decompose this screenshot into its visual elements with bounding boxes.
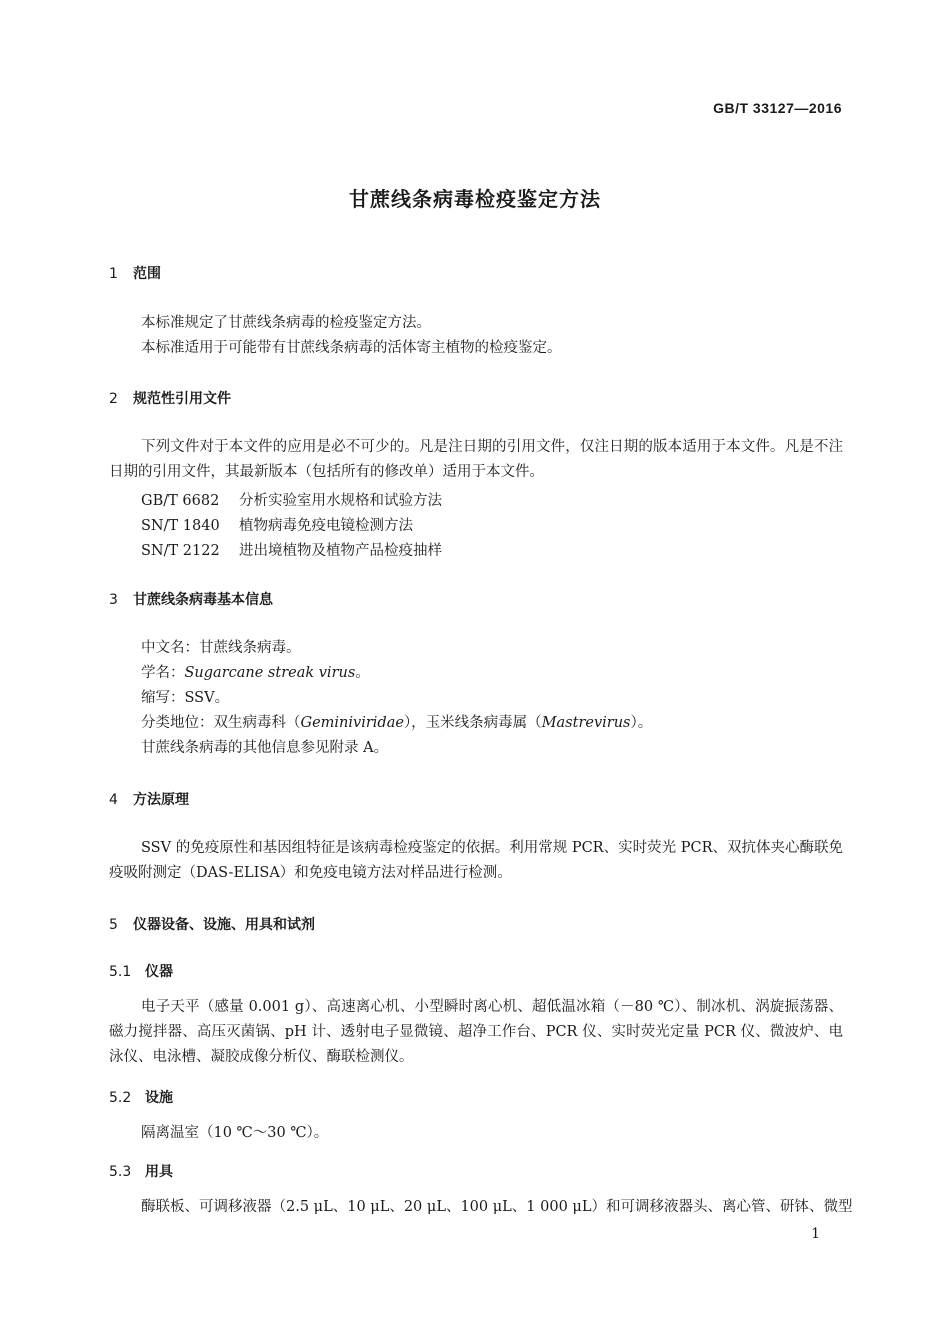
section-1-para-1: 本标准规定了甘蔗线条病毒的检疫鉴定方法。 xyxy=(141,315,431,331)
section-1-para-2: 本标准适用于可能带有甘蔗线条病毒的活体寄主植物的检疫鉴定。 xyxy=(141,340,562,356)
section-5-2-text: 隔离温室（10 ℃～30 ℃）。 xyxy=(141,1125,329,1141)
section-5-3-heading: 5.3 用具 xyxy=(109,1164,173,1180)
reference-item: SN/T 1840 植物病毒免疫电镜检测方法 xyxy=(141,518,413,534)
other-info: 甘蔗线条病毒的其他信息参见附录 A。 xyxy=(141,740,389,756)
section-5-1-heading: 5.1 仪器 xyxy=(109,964,173,980)
section-5-2-heading: 5.2 设施 xyxy=(109,1090,173,1106)
section-4-text: SSV 的免疫原性和基因组特征是该病毒检疫鉴定的依据。利用常规 PCR、实时荧光 PCR、双抗体夹心酶联免疫吸附测定（DAS-ELISA）和免疫电镜方法对样品进行检测。 xyxy=(109,840,843,881)
abbreviation: 缩写：SSV。 xyxy=(141,690,230,706)
section-4-heading: 4 方法原理 xyxy=(109,792,189,808)
document-title: 甘蔗线条病毒检疫鉴定方法 xyxy=(349,187,601,211)
reference-item: GB/T 6682 分析实验室用水规格和试验方法 xyxy=(141,493,442,509)
section-5-3-text: 酶联板、可调移液器（2.5 μL、10 μL、20 μL、100 μL、1 000 μL）和可调移液器头、离心管、研钵、微型 xyxy=(141,1199,853,1215)
taxonomy: 分类地位：双生病毒科（Geminiviridae），玉米线条病毒属（Mastrevirus）。 xyxy=(141,715,653,731)
section-5-heading: 5 仪器设备、设施、用具和试剂 xyxy=(109,917,315,933)
section-5-1-text: 电子天平（感量 0.001 g）、高速离心机、小型瞬时离心机、超低温冰箱（－80 ℃）、制冰机、涡旋振荡器、磁力搅拌器、高压灭菌锅、pH 计、透射电子显微镜、超净工作台、PCR 仪、实时荧光定量 PCR 仪、微波炉、电泳仪、电泳槽、凝胶成像分析仪、酶联检测仪。 xyxy=(109,999,843,1065)
section-2-heading: 2 规范性引用文件 xyxy=(109,391,231,407)
page-number: 1 xyxy=(811,1226,820,1242)
section-2-intro: 下列文件对于本文件的应用是必不可少的。凡是注日期的引用文件，仅注日期的版本适用于本文件。凡是不注日期的引用文件，其最新版本（包括所有的修改单）适用于本文件。 xyxy=(109,439,843,480)
section-1-heading: 1 范围 xyxy=(109,266,161,282)
chinese-name: 中文名：甘蔗线条病毒。 xyxy=(141,640,301,656)
scientific-name: 学名：Sugarcane streak virus。 xyxy=(141,665,370,681)
section-3-heading: 3 甘蔗线条病毒基本信息 xyxy=(109,592,273,608)
reference-item: SN/T 2122 进出境植物及植物产品检疫抽样 xyxy=(141,543,442,559)
standard-code: GB/T 33127—2016 xyxy=(713,100,842,116)
